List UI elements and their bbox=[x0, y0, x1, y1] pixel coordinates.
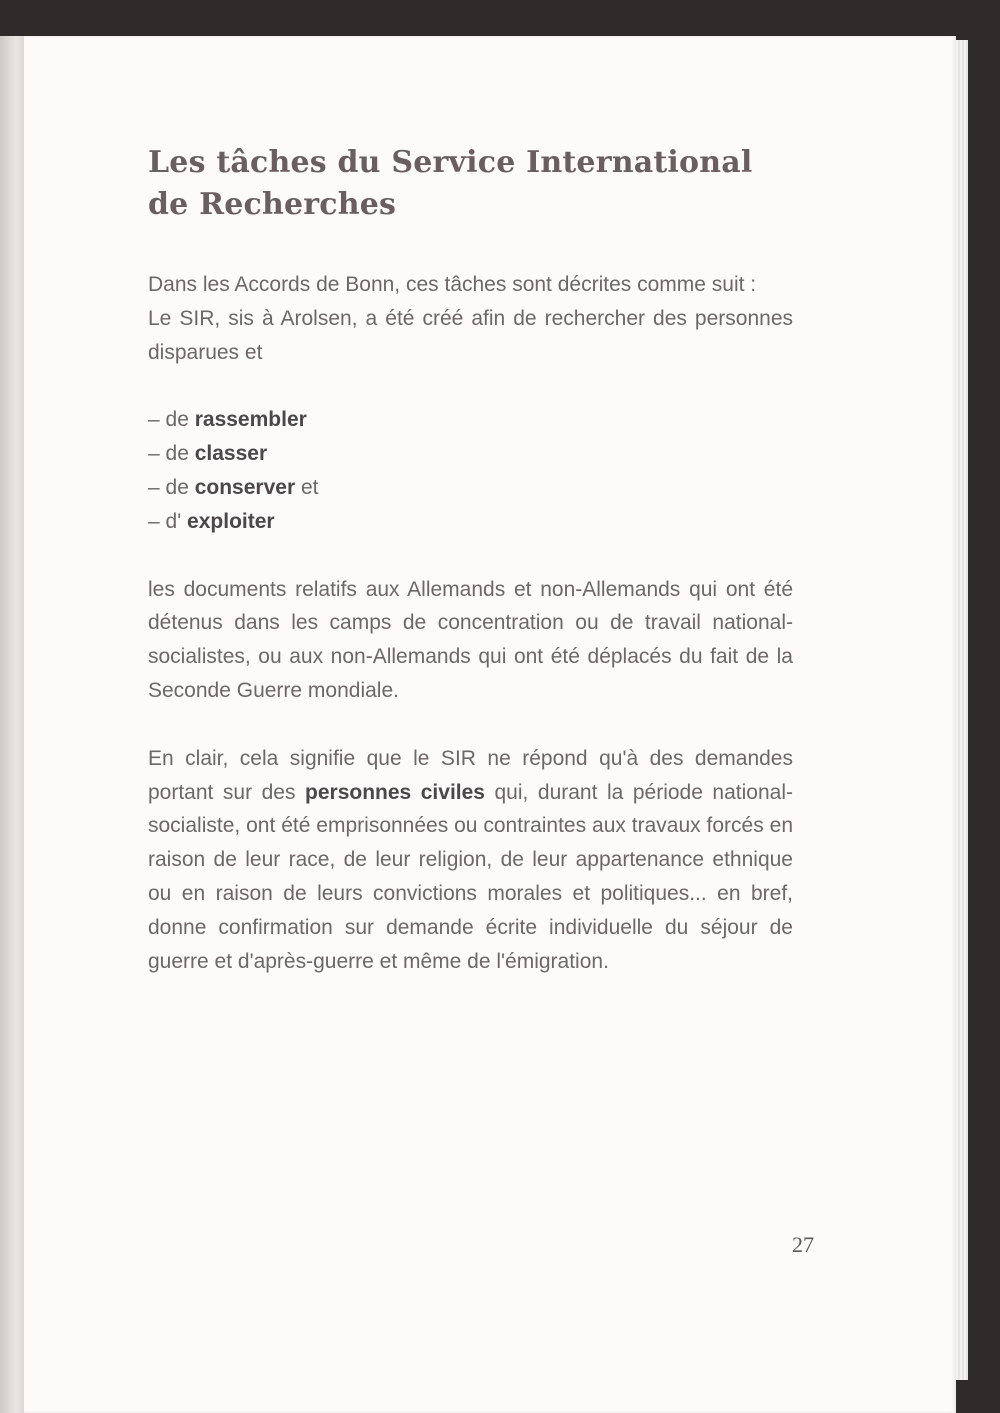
task-verb: exploiter bbox=[187, 509, 275, 533]
task-suffix: et bbox=[295, 475, 319, 499]
task-verb: conserver bbox=[194, 475, 296, 499]
scan-background-left bbox=[0, 36, 24, 1413]
list-item bbox=[148, 403, 793, 437]
task-prefix: – d' bbox=[148, 509, 188, 533]
page-stack-edge bbox=[956, 40, 968, 1380]
task-verb: rassembler bbox=[194, 408, 307, 432]
page-content bbox=[148, 142, 793, 978]
clarification-text-before: En clair, cela signifie que le SIR ne répond qu'à des demandes portant sur des bbox=[148, 746, 793, 804]
list-item bbox=[148, 505, 793, 539]
task-prefix: – de bbox=[148, 408, 195, 432]
clarification-paragraph bbox=[148, 742, 793, 979]
task-list bbox=[148, 403, 793, 538]
clarification-text-after: qui, durant la période national-socialiste, ont été emprisonnées ou contraintes aux travaux forcés en raison de leur race, de leur religion, de leur appartenance ethnique ou en raison de leurs convictions morales et politiques... en bref, donne confirmation sur demande écrite individuelle du séjour de guerre et d'après-guerre et même de l'émigration. bbox=[148, 780, 793, 973]
intro-line-2: Le SIR, sis à Arolsen, a été créé afin de rechercher des personnes disparues et bbox=[148, 306, 793, 364]
clarification-emphasis: personnes civiles bbox=[305, 780, 485, 804]
page-number: 27 bbox=[792, 1232, 814, 1257]
list-item bbox=[148, 437, 793, 471]
intro-paragraph bbox=[148, 268, 793, 369]
list-item bbox=[148, 471, 793, 505]
task-prefix: – de bbox=[148, 475, 195, 499]
task-verb: classer bbox=[194, 442, 268, 466]
page-title: Les tâches du Service International de Recherches bbox=[148, 145, 753, 222]
task-prefix: – de bbox=[148, 442, 195, 466]
intro-line-1: Dans les Accords de Bonn, ces tâches sont décrites comme suit : bbox=[148, 273, 757, 296]
documents-paragraph: les documents relatifs aux Allemands et non-Allemands qui ont été détenus dans les camps de concentration ou de travail national-socialistes, ou aux non-Allemands qui ont été déplacés du fait de la Seconde Guerre mondiale. bbox=[148, 577, 793, 702]
